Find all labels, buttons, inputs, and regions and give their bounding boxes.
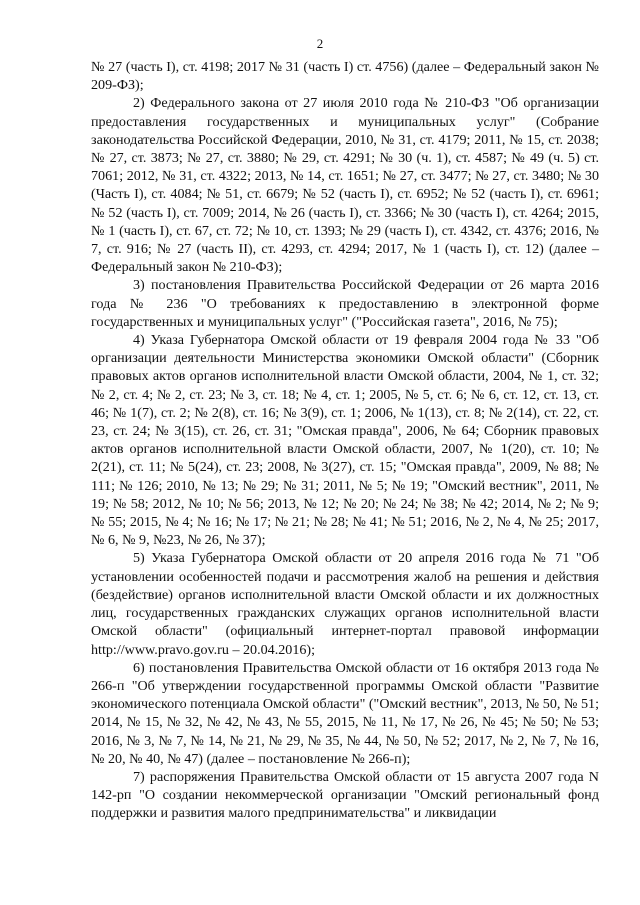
paragraph-item-4: 4) Указа Губернатора Омской области от 19 февраля 2004 года № 33 "Об организации деятельности Министерства экономики Омской области" (Сборник правовых актов органов исполнительной власти Омской области, 2004, № 1, ст. 32; № 2, ст. 4; № 2, ст. 23; № 3, ст. 18; № 4, ст. 1; 2005, № 5, ст. 6; № 6, ст. 12, ст. 13, ст. 46; № 1(7), ст. 2; № 2(8), ст. 16; № 3(9), ст. 1; 2006, № 1(13), ст. 8; № 2(14), ст. 22, ст. 23, ст. 24; № 3(15), ст. 26, ст. 31; "Омская правда", 2006, № 64; Сборник правовых актов органов исполнительной власти Омской области, 2007, № 1(20), ст. 10; № 2(21), ст. 11; № 5(24), ст. 23; 2008, № 3(27), ст. 15; "Омская правда", 2009, № 88; № 111; № 126; 2010, № 13; № 29; № 31; 2011, № 5; № 19; "Омский вестник", 2011, № 19; № 58; 2012, № 10; № 56; 2013, № 12; № 20; № 24; № 38; № 42; 2014, № 2; № 9; № 55; 2015, № 4; № 16; № 17; № 21; № 28; № 41; № 51; 2016, № 2, № 4, № 25; 2017, № 6, № 9, №23, № 26, № 37); — [91, 332, 599, 549]
paragraph-item-3: 3) постановления Правительства Российской Федерации от 26 марта 2016 года № 236 "О требованиях к предоставлению в электронной форме государственных и муниципальных услуг" ("Российская газета", 2016, № 75); — [91, 277, 599, 330]
paragraph-continuation: № 27 (часть I), ст. 4198; 2017 № 31 (часть I) ст. 4756) (далее – Федеральный закон № 209-ФЗ); — [91, 59, 599, 94]
paragraph-item-7: 7) распоряжения Правительства Омской области от 15 августа 2007 года N 142-рп "О создании некоммерческой организации "Омский региональный фонд поддержки и развития малого предпринимательства" и ликвидации — [91, 768, 599, 822]
page-number: 2 — [316, 36, 324, 51]
paragraph-item-5: 5) Указа Губернатора Омской области от 20 апреля 2016 года № 71 "Об установлении особенностей подачи и рассмотрения жалоб на решения и действия (бездействие) органов исполнительной власти Омской области и их должностных лиц, государственных гражданских служащих органов исполнительной власти Омской области" (официальный интернет-портал правовой информации http://www.pravo.gov.ru – 20.04.2016); — [91, 550, 599, 658]
document-body — [91, 58, 599, 823]
paragraph-item-6: 6) постановления Правительства Омской области от 16 октября 2013 года № 266-п "Об утверждении государственной программы Омской области "Развитие экономического потенциала Омской области" ("Омский вестник", 2013, № 50, № 51; 2014, № 15, № 32, № 42, № 43, № 55, 2015, № 11, № 17, № 26, № 45; № 50; № 53; 2016, № 3, № 7, № 14, № 21, № 29, № 35, № 44, № 50, № 52; 2017, № 2, № 7, № 16, № 20, № 40, № 47) (далее – постановление № 266-п); — [91, 659, 599, 767]
paragraph-item-2: 2) Федерального закона от 27 июля 2010 года № 210-ФЗ "Об организации предоставления государственных и муниципальных услуг" (Собрание законодательства Российской Федерации, 2010, № 31, ст. 4179; 2011, № 15, ст. 2038; № 27, ст. 3873; № 27, ст. 3880; № 29, ст. 4291; № 30 (ч. 1), ст. 4587; № 49 (ч. 5) ст. 7061; 2012, № 31, ст. 4322; 2013, № 14, ст. 1651; № 27, ст. 3477; № 27, ст. 3480; № 30 (Часть I), ст. 4084; № 51, ст. 6679; № 52 (часть I), ст. 6952; № 52 (часть I), ст. 6961; № 52 (часть I), ст. 7009; 2014, № 26 (часть I), ст. 3366; № 30 (часть I), ст. 4264; 2015, № 1 (часть I), ст. 67, ст. 72; № 10, ст. 1393; № 29 (часть I), ст. 4342, ст. 4376; 2016, № 7, ст. 916; № 27 (часть II), ст. 4293, ст. 4294; 2017, № 1 (часть I), ст. 12) (далее – Федеральный закон № 210-ФЗ); — [91, 95, 599, 276]
